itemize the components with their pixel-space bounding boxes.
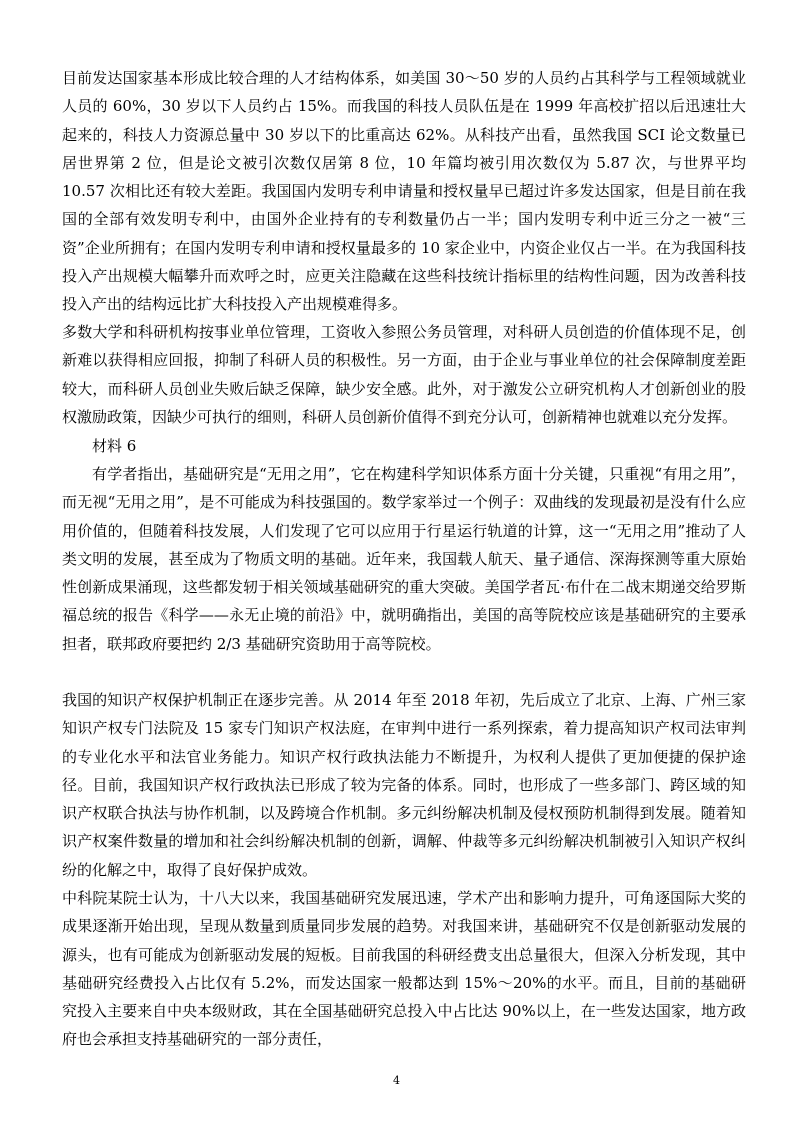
paragraph-talent-structure: 目前发达国家基本形成比较合理的人才结构体系，如美国 30～50 岁的人员约占其科学与工程领域就业人员的 60%，30 岁以下人员约占 15%。而我国的科技人员队伍是在 1999 年高校扩招以后迅速壮大起来的，科技人力资源总量中 30 岁以下的比重高达 62%。从科技产出看，虽然我国 SCI 论文数量已居世界第 2 位，但是论文被引次数仅居第 8 位，10 年篇均被引用次数仅为 5.87 次，与世界平均 10.57 次相比还有较大差距。我国国内发明专利申请量和授权量早已超过许多发达国家，但是目前在我国的全部有效发明专利中，由国外企业持有的专利数量仍占一半；国内发明专利中近三分之一被“三资”企业所拥有；在国内发明专利申请和授权量最多的 10 家企业中，内资企业仅占一半。在为我国科技投入产出规模大幅攀升而欢呼之时，应更关注隐藏在这些科技统计指标里的结构性问题，因为改善科技投入产出的结构远比扩大科技投入产出规模难得多。 xyxy=(62,69,751,314)
paragraph-academician-view: 中科院某院士认为，十八大以来，我国基础研究发展迅速，学术产出和影响力提升，可角逐国际大奖的成果逐渐开始出现，呈现从数量到质量同步发展的趋势。对我国来讲，基础研究不仅是创新驱动发展的源头，也有可能成为创新驱动发展的短板。目前我国的科研经费支出总量很大，但深入分析发现，其中基础研究经费投入占比仅有 5.2%，而发达国家一般都达到 15%～20%的水平。而且，目前的基础研究投入主要来自中央本级财政，其在全国基础研究总投入中占比达 90%以上，在一些发达国家，地方政府也会承担支持基础研究的一部分责任， xyxy=(62,889,746,1049)
paragraph-basic-research-useless-use: 有学者指出，基础研究是“无用之用”，它在构建科学知识体系方面十分关键，只重视“有用之用”，而无视“无用之用”，是不可能成为科技强国的。数学家举过一个例子：双曲线的发现最初是没有什么应用价值的，但随着科技发展，人们发现了它可以应用于行星运行轨道的计算，这一“无用之用”推动了人类文明的发展，甚至成为了物质文明的基础。近年来，我国载人航天、量子通信、深海探测等重大原始性创新成果涌现，这些都发轫于相关领域基础研究的重大突破。美国学者瓦·布什在二战末期递交给罗斯福总统的报告《科学——永无止境的前沿》中，就明确指出，美国的高等院校应该是基础研究的主要承担者，联邦政府要把约 2/3 基础研究资助用于高等院校。 xyxy=(62,465,746,653)
paragraph-ip-protection: 我国的知识产权保护机制正在逐步完善。从 2014 年至 2018 年初，先后成立了北京、上海、广州三家知识产权专门法院及 15 家专门知识产权法庭，在审判中进行一系列探索，着力提高知识产权司法审判的专业化水平和法官业务能力。知识产权行政执法能力不断提升，为权利人提供了更加便捷的保护途径。目前，我国知识产权行政执法已形成了较为完备的体系。同时，也形成了一些多部门、跨区域的知识产权联合执法与协作机制，以及跨境合作机制。多元纠纷解决机制及侵权预防机制得到发展。随着知识产权案件数量的增加和社会纠纷解决机制的创新，调解、仲裁等多元纠纷解决机制被引入知识产权纠纷的化解之中，取得了良好保护成效。 xyxy=(62,691,746,879)
section-heading-material-6: 材料 6 xyxy=(92,437,137,455)
paragraph-researcher-incentives: 多数大学和科研机构按事业单位管理，工资收入参照公务员管理，对科研人员创造的价值体现不足，创新难以获得相应回报，抑制了科研人员的积极性。另一方面，由于企业与事业单位的社会保障制度差距较大，而科研人员创业失败后缺乏保障，缺少安全感。此外，对于激发公立研究机构人才创新创业的股权激励政策，因缺少可执行的细则，科研人员创新价值得不到充分认可，创新精神也就难以充分发挥。 xyxy=(62,323,746,426)
page-number: 4 xyxy=(393,1074,400,1087)
